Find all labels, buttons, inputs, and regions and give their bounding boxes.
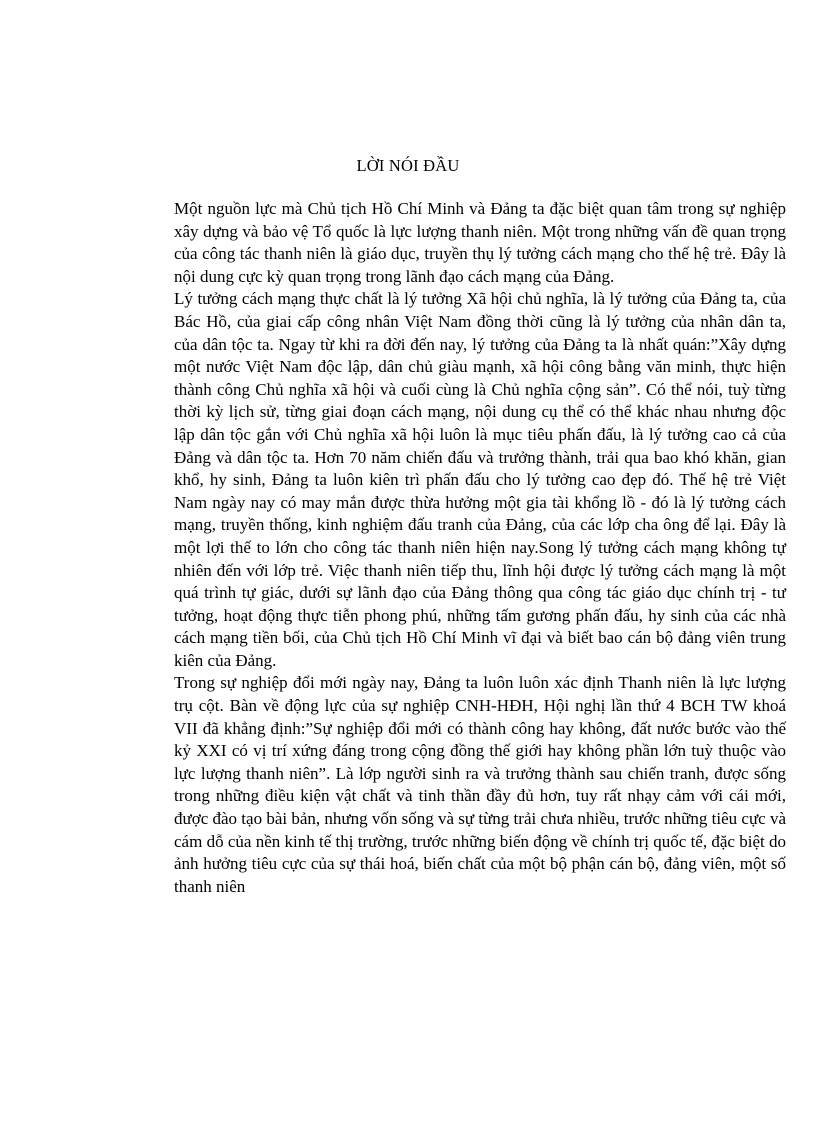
document-body <box>174 198 786 898</box>
paragraph-revolutionary-ideal: Lý tưởng cách mạng thực chất là lý tưởng Xã hội chủ nghĩa, là lý tưởng của Đảng ta, của Bác Hồ, của giai cấp công nhân Việt Nam đồng thời cũng là lý tưởng của nhân dân ta, của dân tộc ta. Ngay từ khi ra đời đến nay, lý tưởng của Đảng ta là nhất quán:”Xây dựng một nước Việt Nam độc lập, dân chủ giàu mạnh, xã hội công bằng văn minh, thực hiện thành công Chủ nghĩa xã hội và cuối cùng là Chủ nghĩa cộng sản”. Có thể nói, tuỳ từng thời kỳ lịch sử, từng giai đoạn cách mạng, nội dung cụ thể có thể khác nhau nhưng độc lập dân tộc gắn với Chủ nghĩa xã hội luôn là mục tiêu phấn đấu, là lý tưởng cao cả của Đảng và dân tộc ta. Hơn 70 năm chiến đấu và trưởng thành, trải qua bao khó khăn, gian khổ, hy sinh, Đảng ta luôn kiên trì phấn đấu cho lý tưởng cao đẹp đó. Thế hệ trẻ Việt Nam ngày nay có may mắn được thừa hưởng một gia tài khổng lồ - đó là lý tưởng cách mạng, truyền thống, kinh nghiệm đấu tranh của Đảng, của các lớp cha ông để lại. Đây là một lợi thế to lớn cho công tác thanh niên hiện nay.Song lý tưởng cách mạng không tự nhiên đến với lớp trẻ. Việc thanh niên tiếp thu, lĩnh hội được lý tưởng cách mạng là một quá trình tự giác, dưới sự lãnh đạo của Đảng thông qua công tác giáo dục chính trị - tư tưởng, hoạt động thực tiễn phong phú, những tấm gương phấn đấu, hy sinh của các nhà cách mạng tiền bối, của Chủ tịch Hồ Chí Minh vĩ đại và biết bao cán bộ đảng viên trung kiên của Đảng. <box>174 289 786 670</box>
paragraph-intro: Một nguồn lực mà Chủ tịch Hồ Chí Minh và Đảng ta đặc biệt quan tâm trong sự nghiệp xây dựng và bảo vệ Tổ quốc là lực lượng thanh niên. Một trong những vấn đề quan trọng của công tác thanh niên là giáo dục, truyền thụ lý tưởng cách mạng cho thế hệ trẻ. Đây là nội dung cực kỳ quan trọng trong lãnh đạo cách mạng của Đảng. <box>174 199 786 286</box>
page-title: LỜI NÓI ĐẦU <box>356 156 460 175</box>
paragraph-renovation-youth: Trong sự nghiệp đổi mới ngày nay, Đảng ta luôn luôn xác định Thanh niên là lực lượng trụ cột. Bàn về động lực của sự nghiệp CNH-HĐH, Hội nghị lần thứ 4 BCH TW khoá VII đã khẳng định:”Sự nghiệp đổi mới có thành công hay không, đất nước bước vào thế kỷ XXI có vị trí xứng đáng trong cộng đồng thế giới hay không phần lớn tuỳ thuộc vào lực lượng thanh niên”. Là lớp người sinh ra và trưởng thành sau chiến tranh, được sống trong những điều kiện vật chất và tinh thần đầy đủ hơn, tuy rất nhạy cảm với cái mới, được đào tạo bài bản, nhưng vốn sống và sự từng trải chưa nhiều, trước những tiêu cực và cám dỗ của nền kinh tế thị trường, trước những biến động về chính trị quốc tế, đặc biệt do ảnh hưởng tiêu cực của sự thái hoá, biến chất của một bộ phận cán bộ, đảng viên, một số thanh niên <box>174 673 786 896</box>
